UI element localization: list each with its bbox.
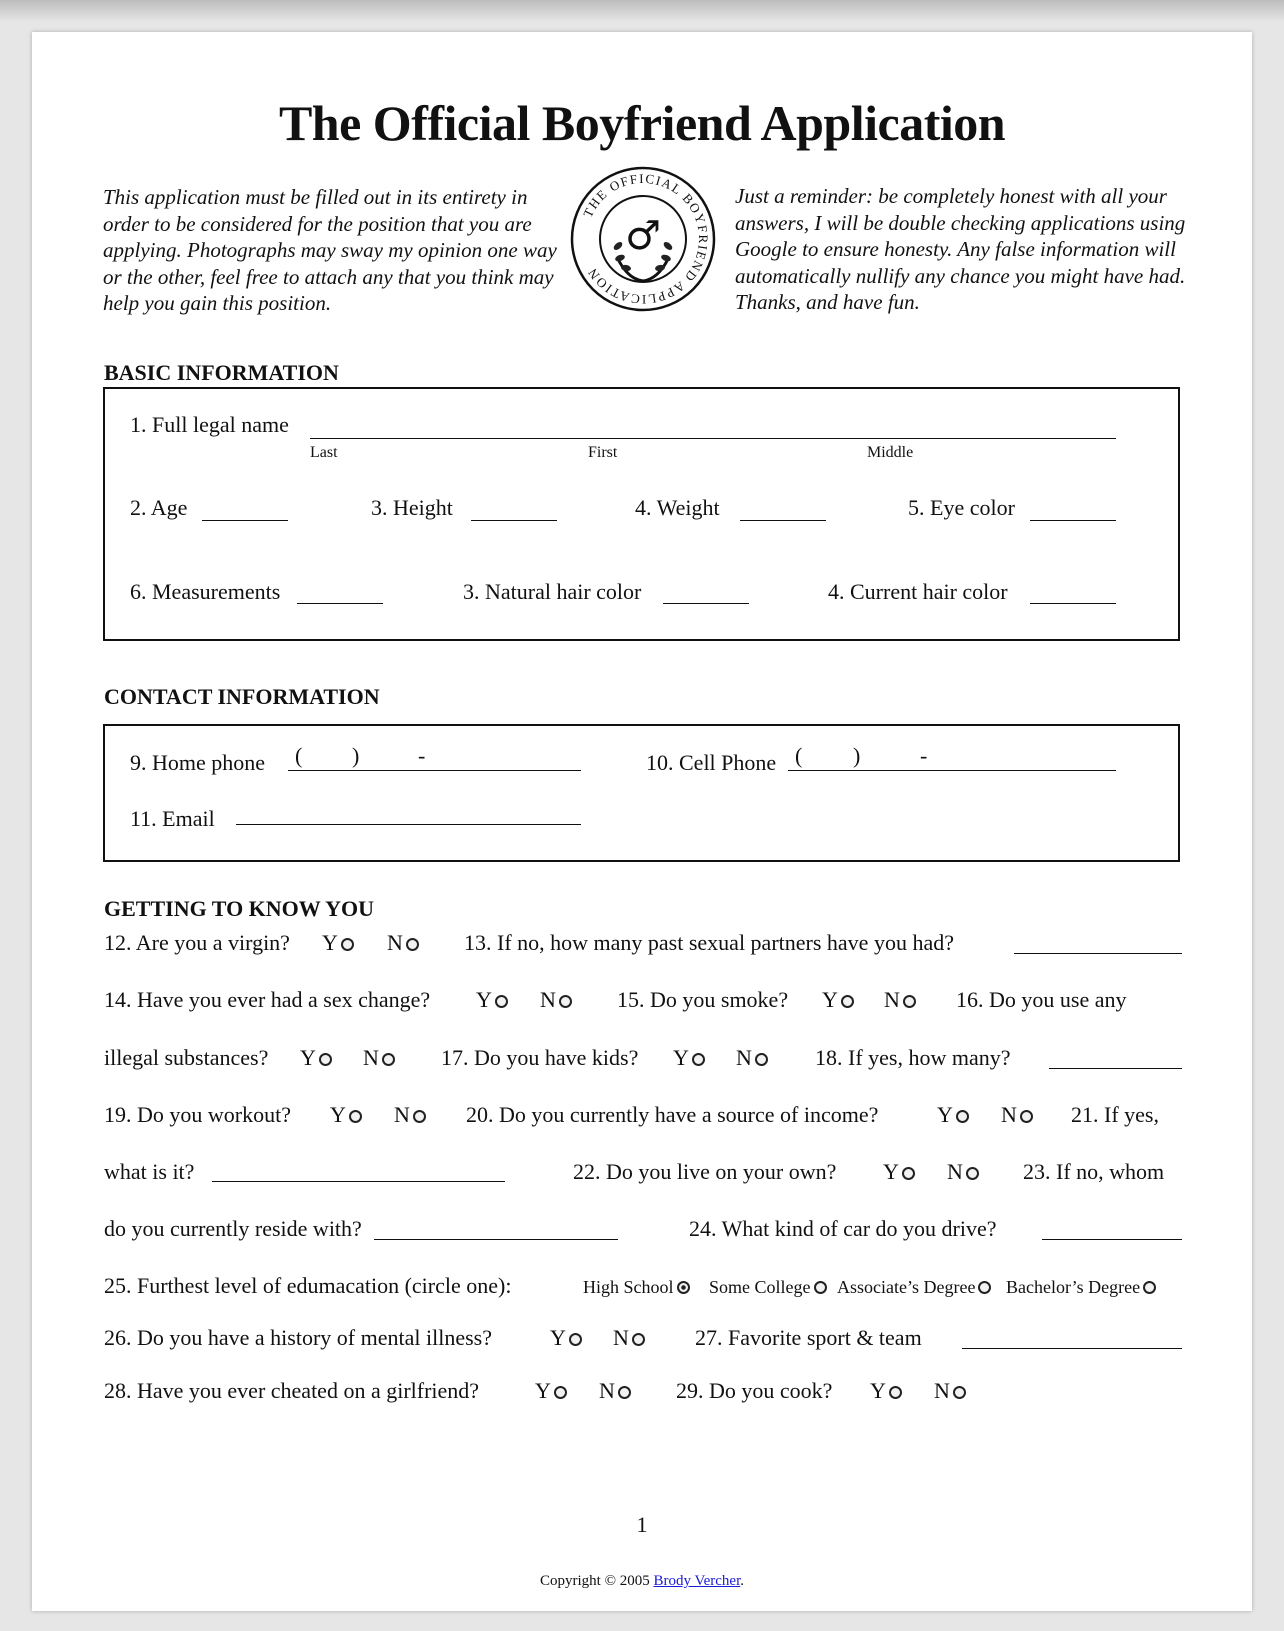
radio-icon <box>554 1386 567 1399</box>
q24-label: 24. What kind of car do you drive? <box>689 1216 997 1241</box>
q15-no-option[interactable]: N <box>884 987 916 1013</box>
radio-icon <box>618 1386 631 1399</box>
q27-label: 27. Favorite sport & team <box>695 1325 922 1350</box>
radio-selected-icon <box>677 1281 690 1294</box>
official-seal-logo <box>568 164 718 314</box>
radio-icon <box>814 1281 827 1294</box>
q14-label: 14. Have you ever had a sex change? <box>104 987 431 1012</box>
edu-option-associates[interactable]: Associate’s Degree <box>837 1277 991 1298</box>
q21-field[interactable] <box>212 1181 505 1182</box>
age-label: 2. Age <box>130 495 188 520</box>
q29-label: 29. Do you cook? <box>676 1378 833 1403</box>
natural-hair-label: 3. Natural hair color <box>463 579 642 604</box>
copyright-footer <box>32 1573 1252 1590</box>
cell-phone-paren-close: ) <box>853 743 861 768</box>
q21-label: 21. If yes, <box>1071 1102 1159 1127</box>
q27-field[interactable] <box>962 1348 1182 1349</box>
email-field[interactable] <box>236 824 581 825</box>
q12-label: 12. Are you a virgin? <box>104 930 290 955</box>
radio-icon <box>349 1110 362 1123</box>
radio-icon <box>978 1281 991 1294</box>
seal-ring-text: THE OFFICIAL BOYFRIEND APPLICATION <box>579 170 712 308</box>
intro-right-text: Just a reminder: be completely honest with all your answers, I will be double checking applications using Google to ensure honesty. Any false information will automatically nullify any chance you might have had. Thanks, and have fun. <box>735 184 1186 314</box>
q14-no-option[interactable]: N <box>540 987 572 1013</box>
q17-yes-option[interactable]: Y <box>673 1045 705 1071</box>
edu-option-high-school[interactable]: High School <box>583 1277 690 1298</box>
q20-label: 20. Do you currently have a source of income? <box>466 1102 879 1127</box>
contact-info-heading: CONTACT INFORMATION <box>104 684 380 709</box>
weight-label: 4. Weight <box>635 495 720 520</box>
cell-phone-dash: - <box>920 743 928 768</box>
q19-label: 19. Do you workout? <box>104 1102 291 1127</box>
q20-yes-option[interactable]: Y <box>937 1102 969 1128</box>
application-page <box>32 32 1252 1611</box>
q28-yes-option[interactable]: Y <box>535 1378 567 1404</box>
q28-label: 28. Have you ever cheated on a girlfriend? <box>104 1378 480 1403</box>
contact-info-box <box>103 724 1180 862</box>
radio-icon <box>953 1386 966 1399</box>
age-field[interactable] <box>202 520 288 521</box>
q15-yes-option[interactable]: Y <box>822 987 854 1013</box>
q23-label-cont: do you currently reside with? <box>104 1216 362 1241</box>
radio-icon <box>966 1167 979 1180</box>
q22-label: 22. Do you live on your own? <box>573 1159 837 1184</box>
home-phone-dash: - <box>418 743 426 768</box>
q19-yes-option[interactable]: Y <box>330 1102 362 1128</box>
q16-no-option[interactable]: N <box>363 1045 395 1071</box>
full-name-field[interactable] <box>310 438 1116 439</box>
middle-name-caption: Middle <box>867 444 914 461</box>
copyright-text: Copyright © 2005 <box>539 1573 650 1589</box>
edu-option-bachelors[interactable]: Bachelor’s Degree <box>1006 1277 1156 1298</box>
measurements-field[interactable] <box>297 603 383 604</box>
page-title: The Official Boyfriend Application <box>278 95 1006 151</box>
first-name-caption: First <box>588 444 618 461</box>
weight-field[interactable] <box>740 520 826 521</box>
home-phone-paren-close: ) <box>352 743 360 768</box>
height-field[interactable] <box>471 520 557 521</box>
q22-yes-option[interactable]: Y <box>883 1159 915 1185</box>
home-phone-label: 9. Home phone <box>130 750 266 775</box>
basic-info-box <box>103 387 1180 641</box>
full-name-label: 1. Full legal name <box>130 412 289 437</box>
eye-color-field[interactable] <box>1030 520 1116 521</box>
radio-icon <box>902 1167 915 1180</box>
edu-option-some-college[interactable]: Some College <box>709 1277 827 1298</box>
getting-to-know-heading: GETTING TO KNOW YOU <box>104 896 374 921</box>
q13-label: 13. If no, how many past sexual partners have you had? <box>464 930 954 955</box>
email-label: 11. Email <box>130 806 215 831</box>
intro-left-text: This application must be filled out in its entirety in order to be considered for the position that you are applying. Photographs may sway my opinion one way or the other, feel free to attach any that you think may help you gain this position. <box>103 185 557 315</box>
page-number: 1 <box>636 1512 648 1537</box>
copyright-period: . <box>740 1573 745 1589</box>
q21-label-cont: what is it? <box>104 1159 195 1184</box>
current-hair-label: 4. Current hair color <box>828 579 1008 604</box>
radio-icon <box>382 1053 395 1066</box>
q26-no-option[interactable]: N <box>613 1325 645 1351</box>
q12-no-option[interactable]: N <box>387 930 419 956</box>
q16-label: 16. Do you use any <box>956 987 1127 1012</box>
q24-field[interactable] <box>1042 1239 1182 1240</box>
q17-label: 17. Do you have kids? <box>441 1045 639 1070</box>
radio-icon <box>413 1110 426 1123</box>
q29-no-option[interactable]: N <box>934 1378 966 1404</box>
q17-no-option[interactable]: N <box>736 1045 768 1071</box>
radio-icon <box>319 1053 332 1066</box>
cell-phone-field[interactable] <box>788 770 1116 771</box>
q23-field[interactable] <box>374 1239 618 1240</box>
radio-icon <box>1143 1281 1156 1294</box>
q29-yes-option[interactable]: Y <box>870 1378 902 1404</box>
q22-no-option[interactable]: N <box>947 1159 979 1185</box>
radio-icon <box>903 995 916 1008</box>
cell-phone-label: 10. Cell Phone <box>646 750 777 775</box>
q18-label: 18. If yes, how many? <box>815 1045 1011 1070</box>
q12-yes-option[interactable]: Y <box>322 930 354 956</box>
q18-field[interactable] <box>1049 1068 1182 1069</box>
q20-no-option[interactable]: N <box>1001 1102 1033 1128</box>
current-hair-field[interactable] <box>1030 603 1116 604</box>
male-symbol-icon: ♂ <box>625 213 661 259</box>
radio-icon <box>692 1053 705 1066</box>
radio-icon <box>559 995 572 1008</box>
last-name-caption: Last <box>310 444 338 461</box>
q14-yes-option[interactable]: Y <box>476 987 508 1013</box>
q16-yes-option[interactable]: Y <box>300 1045 332 1071</box>
radio-icon <box>406 938 419 951</box>
radio-icon <box>841 995 854 1008</box>
radio-icon <box>956 1110 969 1123</box>
q26-yes-option[interactable]: Y <box>550 1325 582 1351</box>
basic-info-heading: BASIC INFORMATION <box>104 360 339 385</box>
q25-label: 25. Furthest level of edumacation (circle one): <box>104 1273 512 1298</box>
height-label: 3. Height <box>371 495 453 520</box>
radio-icon <box>495 995 508 1008</box>
eye-color-label: 5. Eye color <box>908 495 1015 520</box>
q23-label: 23. If no, whom <box>1023 1159 1165 1184</box>
radio-icon <box>632 1333 645 1346</box>
q19-no-option[interactable]: N <box>394 1102 426 1128</box>
cell-phone-paren-open: ( <box>795 743 803 768</box>
home-phone-field[interactable] <box>288 770 581 771</box>
q13-field[interactable] <box>1014 953 1182 954</box>
measurements-label: 6. Measurements <box>130 579 281 604</box>
radio-icon <box>1020 1110 1033 1123</box>
home-phone-paren-open: ( <box>295 743 303 768</box>
radio-icon <box>569 1333 582 1346</box>
author-link[interactable]: Brody Vercher <box>653 1573 741 1589</box>
q26-label: 26. Do you have a history of mental illness? <box>104 1325 492 1350</box>
q16-label-cont: illegal substances? <box>104 1045 269 1070</box>
q28-no-option[interactable]: N <box>599 1378 631 1404</box>
radio-icon <box>341 938 354 951</box>
natural-hair-field[interactable] <box>663 603 749 604</box>
radio-icon <box>889 1386 902 1399</box>
q15-label: 15. Do you smoke? <box>617 987 789 1012</box>
radio-icon <box>755 1053 768 1066</box>
